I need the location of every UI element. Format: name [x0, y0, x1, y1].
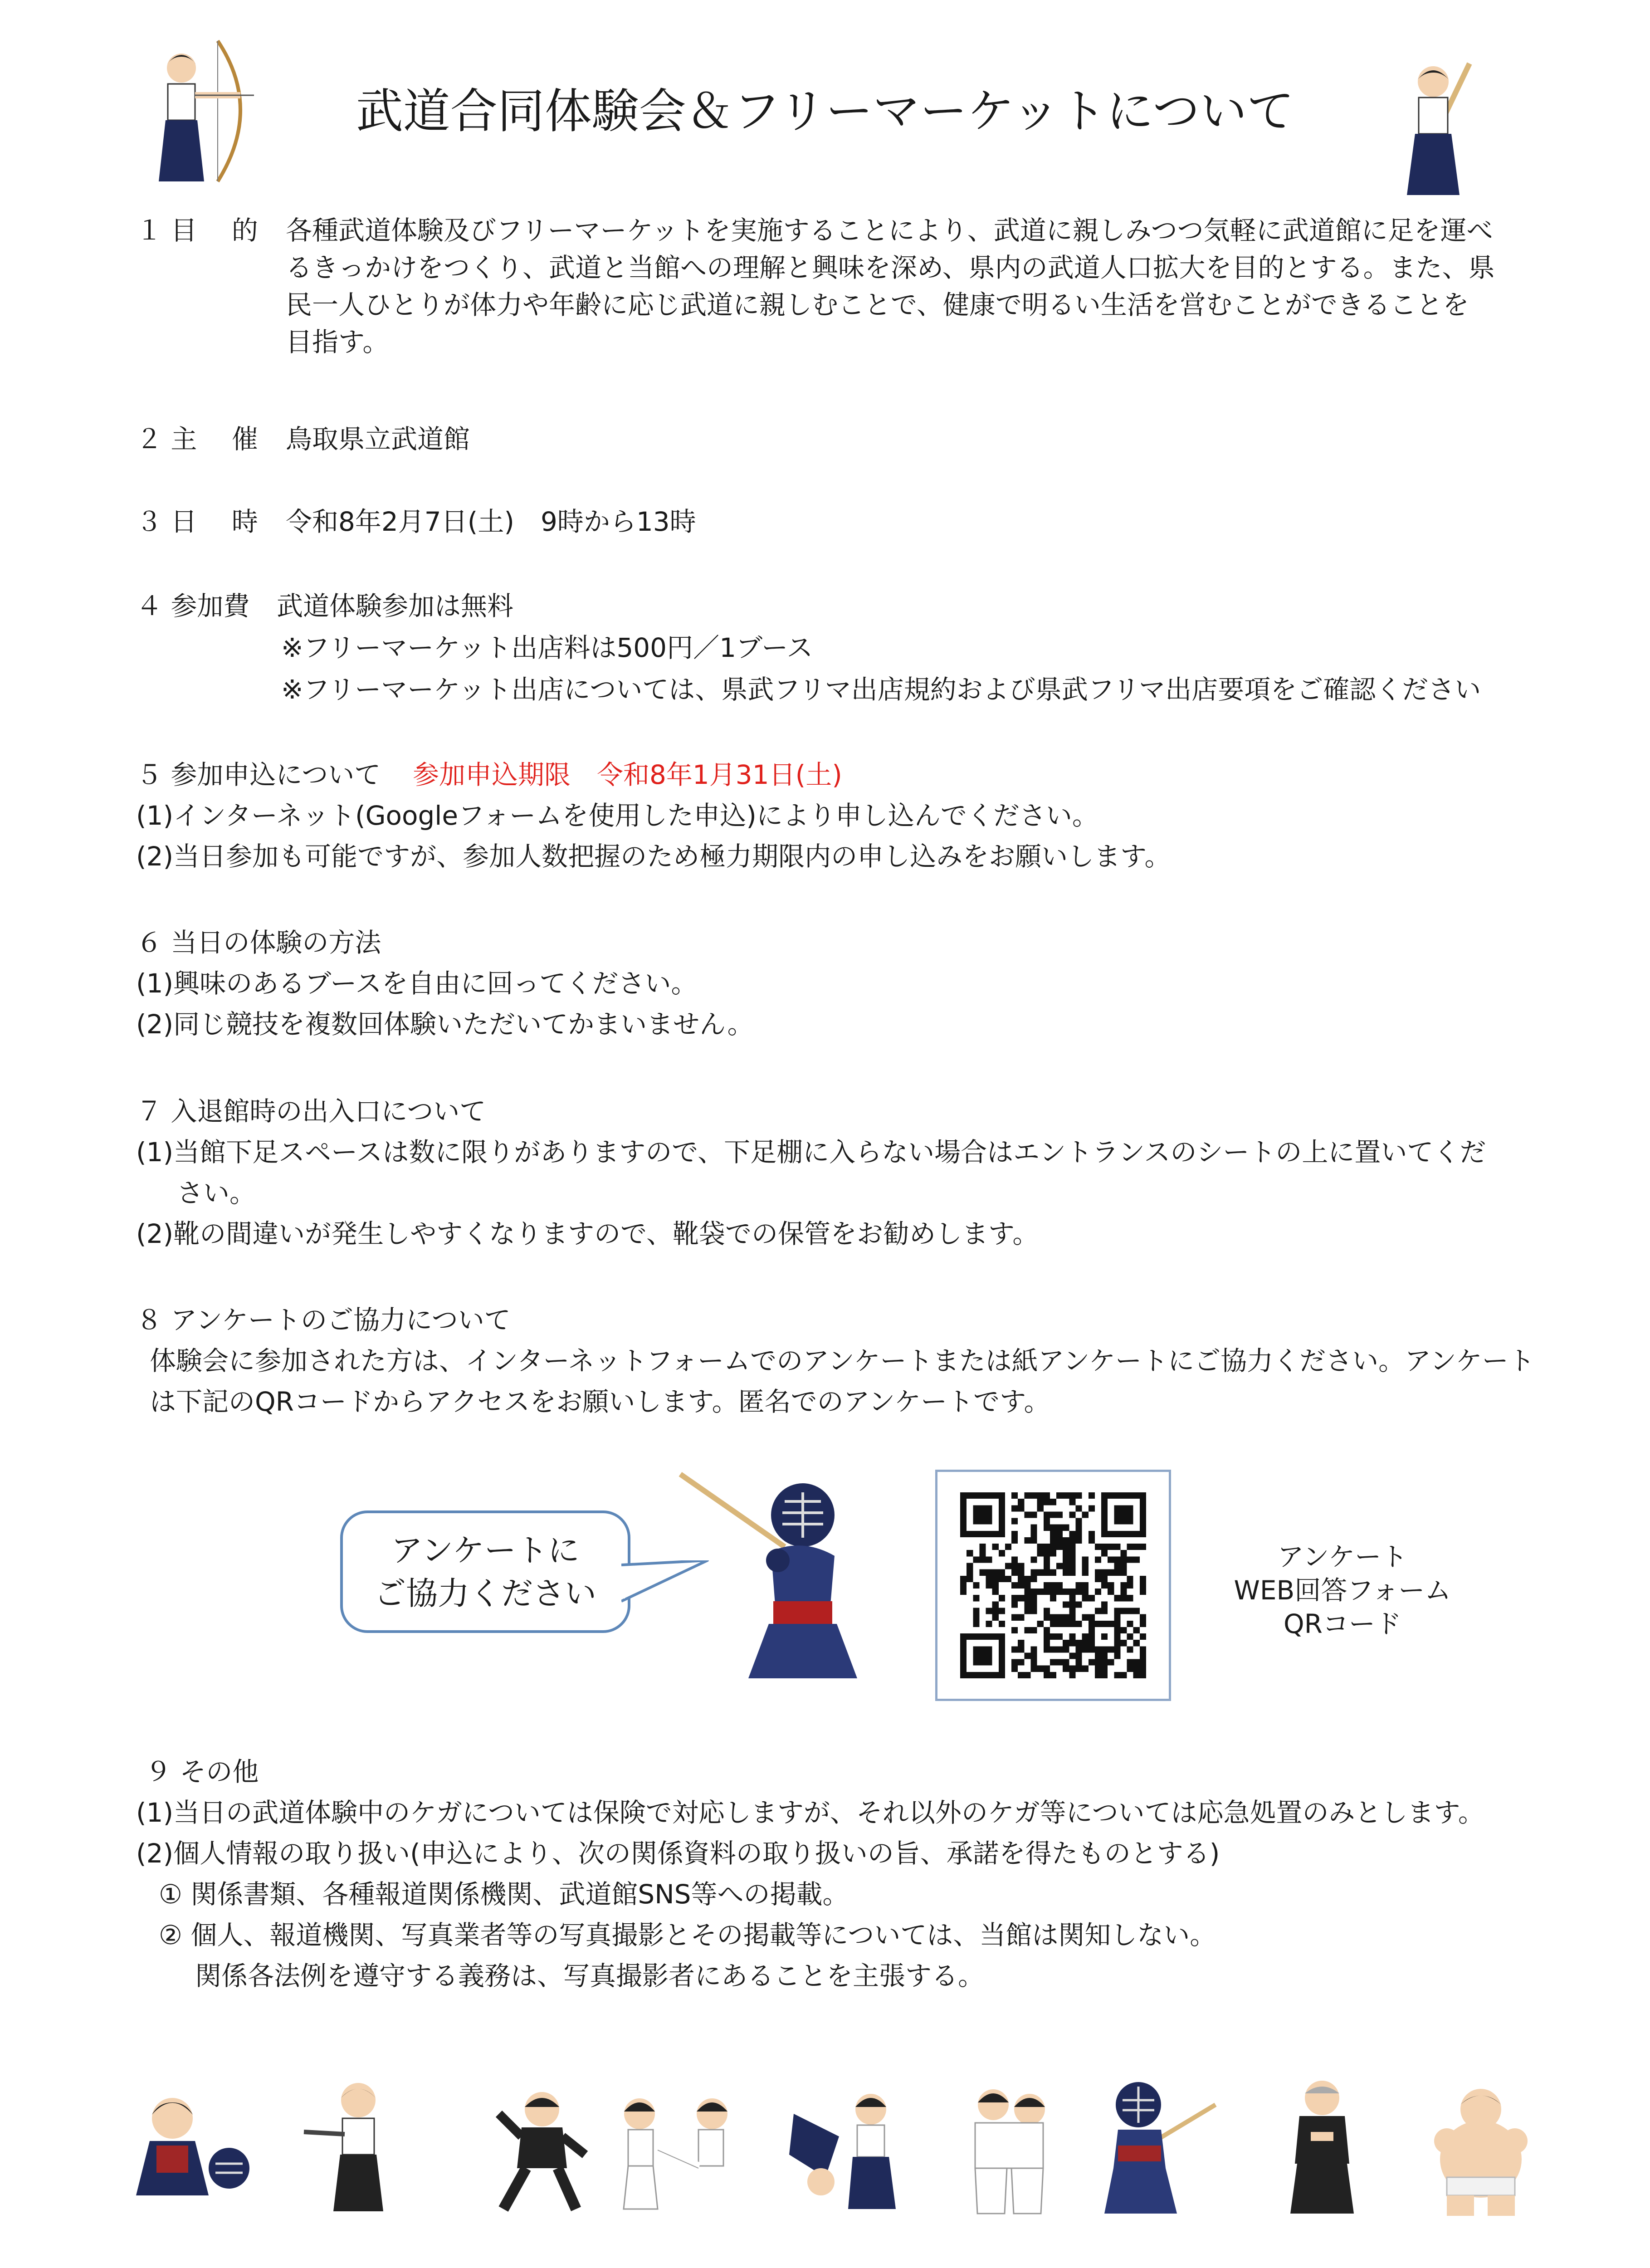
s4-text: 武道体験参加は無料 — [277, 591, 514, 621]
s6-line2: (2)同じ競技を複数回体験いただいてかまいません。 — [136, 1009, 754, 1040]
speech-bubble — [340, 1510, 630, 1633]
s8-label: ８ アンケートのご協力について — [136, 1305, 511, 1335]
s3-text: 令和8年2月7日(土) 9時から13時 — [286, 506, 696, 537]
sumo-illustration — [1429, 2082, 1533, 2218]
s6-label: ６ 当日の体験の方法 — [136, 927, 381, 958]
kendo-woman-illustration — [1379, 54, 1497, 200]
s9-line1: (1)当日の武道体験中のケガについては保険で対応しますが、それ以外のケガ等については応急処置のみとします。 — [136, 1797, 1484, 1828]
s7-line1: (1)当館下足スペースは数に限りがありますので、下足棚に入らない場合はエントランスのシートの上に置いてくだ — [136, 1137, 1486, 1168]
s9-line5: 関係各法例を遵守する義務は、写真撮影者にあることを主張する。 — [195, 1960, 985, 1991]
bubble-line1: アンケートに — [391, 1532, 580, 1569]
judo-illustration — [957, 2082, 1061, 2218]
kung-fu-illustration — [490, 2087, 594, 2214]
s4-label: ４ 参加費 — [136, 591, 250, 621]
s1-line4: 目指す。 — [286, 327, 389, 357]
s5-deadline: 参加申込期限 令和8年1月31日(土) — [413, 759, 842, 790]
s1-line3: 民一人ひとりが体力や年齢に応じ武道に親しむことで、健康で明るい生活を営むことができることを — [286, 289, 1469, 320]
archer-illustration — [150, 36, 272, 186]
s8-line1: 体験会に参加された方は、インターネットフォームでのアンケートまたは紙アンケートにご協力ください。アンケート — [150, 1345, 1535, 1376]
s7-line1b: さい。 — [177, 1178, 256, 1208]
s7-label: ７ 入退館時の出入口について — [136, 1096, 486, 1127]
karate-pair-illustration — [608, 2091, 744, 2214]
s1-line2: るきっかけをつくり、武道と当館への理解と興味を深め、県内の武道人口拡大を目的とする。また、県 — [286, 252, 1495, 283]
kendo-sitting-illustration — [132, 2087, 254, 2204]
s9-line3: ① 関係書類、各種報道関係機関、武道館SNS等への掲載。 — [159, 1879, 849, 1910]
s7-line2: (2)靴の間違いが発生しやすくなりますので、靴袋での保管をお勧めします。 — [136, 1218, 1039, 1249]
s2-text: 鳥取県立武道館 — [286, 424, 470, 455]
iaido-illustration — [299, 2077, 404, 2214]
s3-label: ３ 日 時 — [136, 506, 258, 537]
qr-caption-line2: WEB回答フォーム — [1234, 1575, 1451, 1606]
s5-label: ５ 参加申込について — [136, 759, 381, 790]
s5-line1: (1)インターネット(Googleフォームを使用した申込)により申し込んでください。 — [136, 800, 1098, 831]
aikido-illustration — [785, 2087, 912, 2214]
qr-code-icon[interactable] — [958, 1492, 1148, 1678]
s6-line1: (1)興味のあるブースを自由に回ってください。 — [136, 968, 698, 999]
s9-line2: (2)個人情報の取り扱い(申込により、次の関係資料の取り扱いの旨、承諾を得たものとする) — [136, 1838, 1220, 1869]
bubble-line2: ご協力ください — [374, 1575, 596, 1612]
shorinji-illustration — [1274, 2073, 1370, 2218]
s1-line1: 各種武道体験及びフリーマーケットを実施することにより、武道に親しみつつ気軽に武道館に足を運べ — [286, 215, 1493, 246]
page-title: 武道合同体験会＆フリーマーケットについて — [356, 83, 1294, 139]
qr-caption-line1: アンケート — [1277, 1541, 1408, 1572]
s5-line2: (2)当日参加も可能ですが、参加人数把握のため極力期限内の申し込みをお願いします。 — [136, 841, 1171, 872]
s8-line2: は下記のQRコードからアクセスをお願いします。匿名でのアンケートです。 — [150, 1386, 1050, 1417]
qr-caption — [1216, 1540, 1469, 1641]
s2-label: ２ 主 催 — [136, 424, 258, 455]
s9-label: ９ その他 — [145, 1756, 259, 1787]
s4-note1: ※フリーマーケット出店料は500円／1ブース — [281, 632, 813, 663]
kendo-armor-illustration — [1098, 2077, 1220, 2218]
qr-caption-line3: QRコード — [1284, 1608, 1401, 1639]
s4-note2: ※フリーマーケット出店については、県武フリマ出店規約および県武フリマ出店要項をご確認ください — [281, 674, 1481, 705]
qr-code-frame — [935, 1470, 1171, 1701]
s9-line4: ② 個人、報道機関、写真業者等の写真撮影とその掲載等については、当館は関知しない。 — [159, 1920, 1216, 1950]
kendo-fighter-illustration — [667, 1465, 903, 1701]
s1-label: １ 目 的 — [136, 215, 258, 246]
